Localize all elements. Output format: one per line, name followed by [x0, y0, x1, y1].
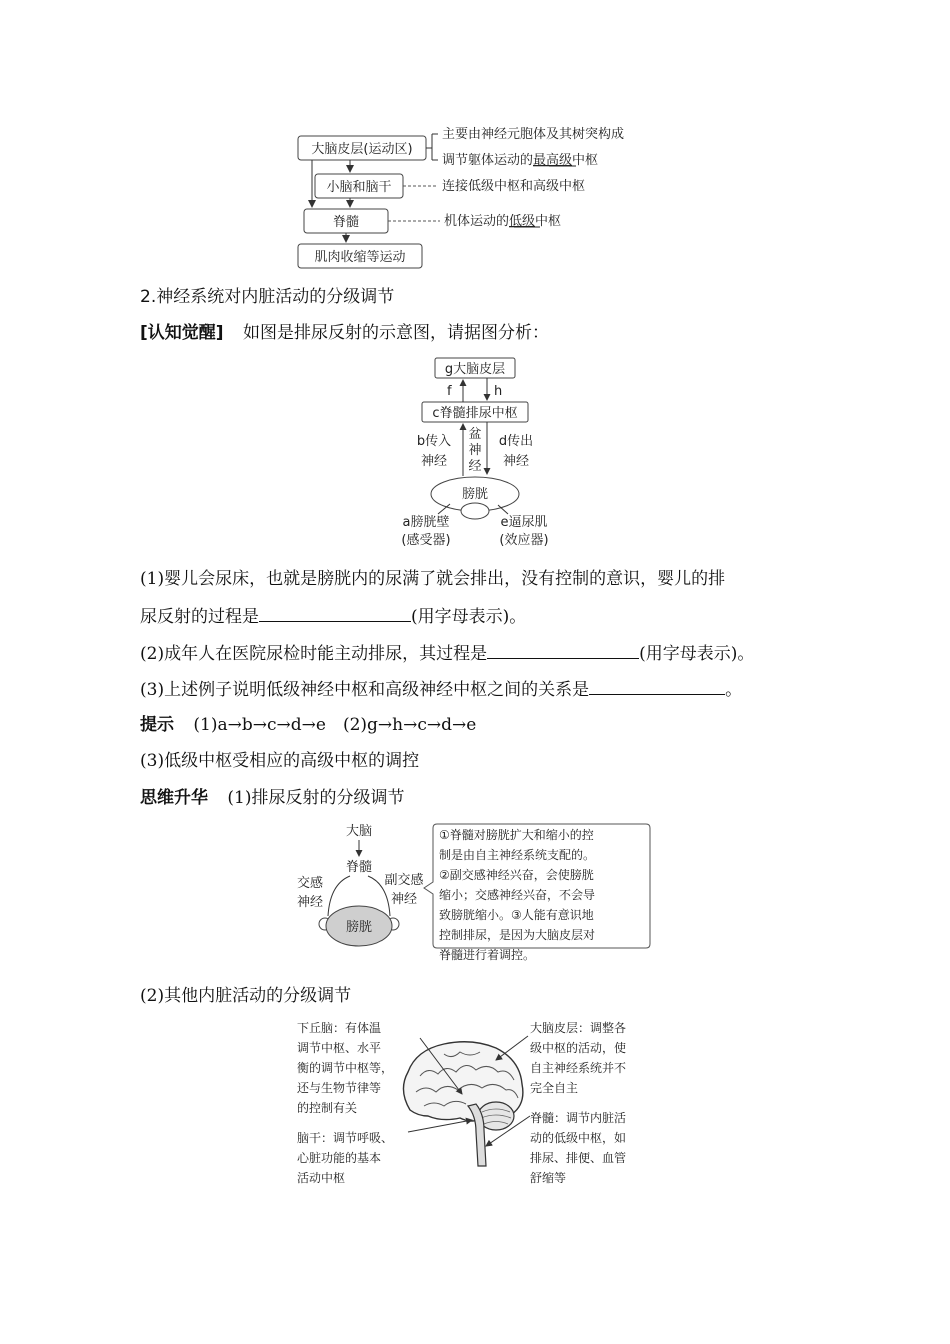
note-cortex-2: 调节躯体运动的最高级中枢 [442, 153, 599, 168]
callout-text: ①脊髓对膀胱扩大和缩小的控 制是由自主神经系统支配的。 ②副交感神经兴奋，会使膀胱 缩小；交感神经兴奋，不会导 致膀胱缩小。③人能有意识地 控制排尿，是因为大脑皮层对 脊髓进行着调控。 [439, 828, 596, 962]
box-muscle-label: 肌肉收缩等运动 [314, 250, 406, 265]
hint-text: (1)a→b→c→d→e (2)g→h→c→d→e [193, 715, 477, 735]
label-sym1: 交感 [296, 876, 324, 891]
answer-blank-2[interactable] [487, 642, 639, 659]
label-para1: 副交感 [384, 873, 424, 888]
note-brainstem: 脑干：调节呼吸、 心脏功能的基本 活动中枢 [297, 1131, 394, 1185]
label-d2: 神经 [502, 454, 530, 469]
label-d1: d传出 [498, 434, 534, 449]
bladder-outlet [461, 503, 489, 519]
label-f: f [447, 384, 452, 399]
note-cerebellum: 连接低级中枢和高级中枢 [442, 179, 586, 194]
note-spinal: 脊髓：调节内脏活 动的低级中枢，如 排尿、排便、血管 舒缩等 [530, 1111, 627, 1185]
brain-illustration [380, 1020, 540, 1170]
label-b2: 神经 [420, 454, 448, 469]
label-pelvic2: 神 [468, 443, 482, 458]
label-b1: b传入 [416, 434, 452, 449]
hint-3: (3)低级中枢受相应的高级中枢的调控 [140, 751, 420, 771]
question-3: (3)上述例子说明低级神经中枢和高级神经中枢之间的关系是 。 [140, 680, 743, 700]
label-para2: 神经 [390, 892, 418, 907]
hint-label: 提示 [140, 715, 174, 735]
hint-line [140, 714, 476, 736]
label-sym2: 神经 [296, 895, 324, 910]
label-spine: 脊髓 [345, 860, 373, 875]
motor-hierarchy-diagram [290, 120, 670, 270]
prompt-tag: [认知觉醒] [140, 323, 224, 343]
box-spine-label: 脊髓 [332, 215, 360, 230]
thinking-line [140, 787, 405, 809]
label-a2: (感受器) [401, 533, 451, 548]
prompt-text: 如图是排尿反射的示意图，请据图分析： [242, 323, 549, 343]
label-e2: (效应器) [499, 533, 549, 548]
label-bladder3: 膀胱 [345, 920, 373, 935]
note-cortex-1: 主要由神经元胞体及其树突构成 [442, 127, 625, 142]
label-bladder: 膀胱 [461, 487, 489, 502]
note-hypothalamus: 下丘脑：有体温 调节中枢、水平 衡的调节中枢等， 还与生物节律等 的控制有关 [297, 1021, 394, 1115]
label-brain: 大脑 [345, 824, 373, 839]
note-cortex: 大脑皮层：调整各 级中枢的活动，使 自主神经系统并不 完全自主 [530, 1021, 627, 1095]
thinking-label: 思维升华 [140, 788, 208, 808]
label-a1: a膀胱壁 [402, 515, 450, 530]
section2b-title: (2)其他内脏活动的分级调节 [140, 986, 352, 1006]
question-2: (2)成年人在医院尿检时能主动排尿，其过程是 (用字母表示)。 [140, 644, 755, 664]
box-cerebellum-label: 小脑和脑干 [326, 180, 392, 195]
prompt-line [140, 322, 549, 344]
question-1-line-2: 尿反射的过程是 (用字母表示)。 [140, 607, 527, 627]
thinking-text: (1)排尿反射的分级调节 [227, 788, 405, 808]
label-h: h [494, 384, 503, 399]
note-spine: 机体运动的低级中枢 [444, 214, 562, 229]
box-cortex-label: 大脑皮层(运动区) [311, 142, 413, 157]
label-pelvic3: 经 [468, 459, 482, 474]
bladder-autonomic-diagram [292, 820, 437, 950]
micturition-reflex-diagram [390, 352, 570, 552]
label-e1: e逼尿肌 [500, 515, 548, 530]
answer-blank-3[interactable] [589, 678, 725, 695]
section2-title: 2.神经系统对内脏活动的分级调节 [140, 287, 395, 307]
question-1-line-1: (1)婴儿会尿床，也就是膀胱内的尿满了就会排出，没有控制的意识，婴儿的排 [140, 569, 726, 589]
label-g: g大脑皮层 [444, 362, 506, 377]
answer-blank-1[interactable] [259, 605, 411, 622]
label-pelvic1: 盆 [468, 427, 482, 442]
label-c: c脊髓排尿中枢 [432, 406, 518, 421]
